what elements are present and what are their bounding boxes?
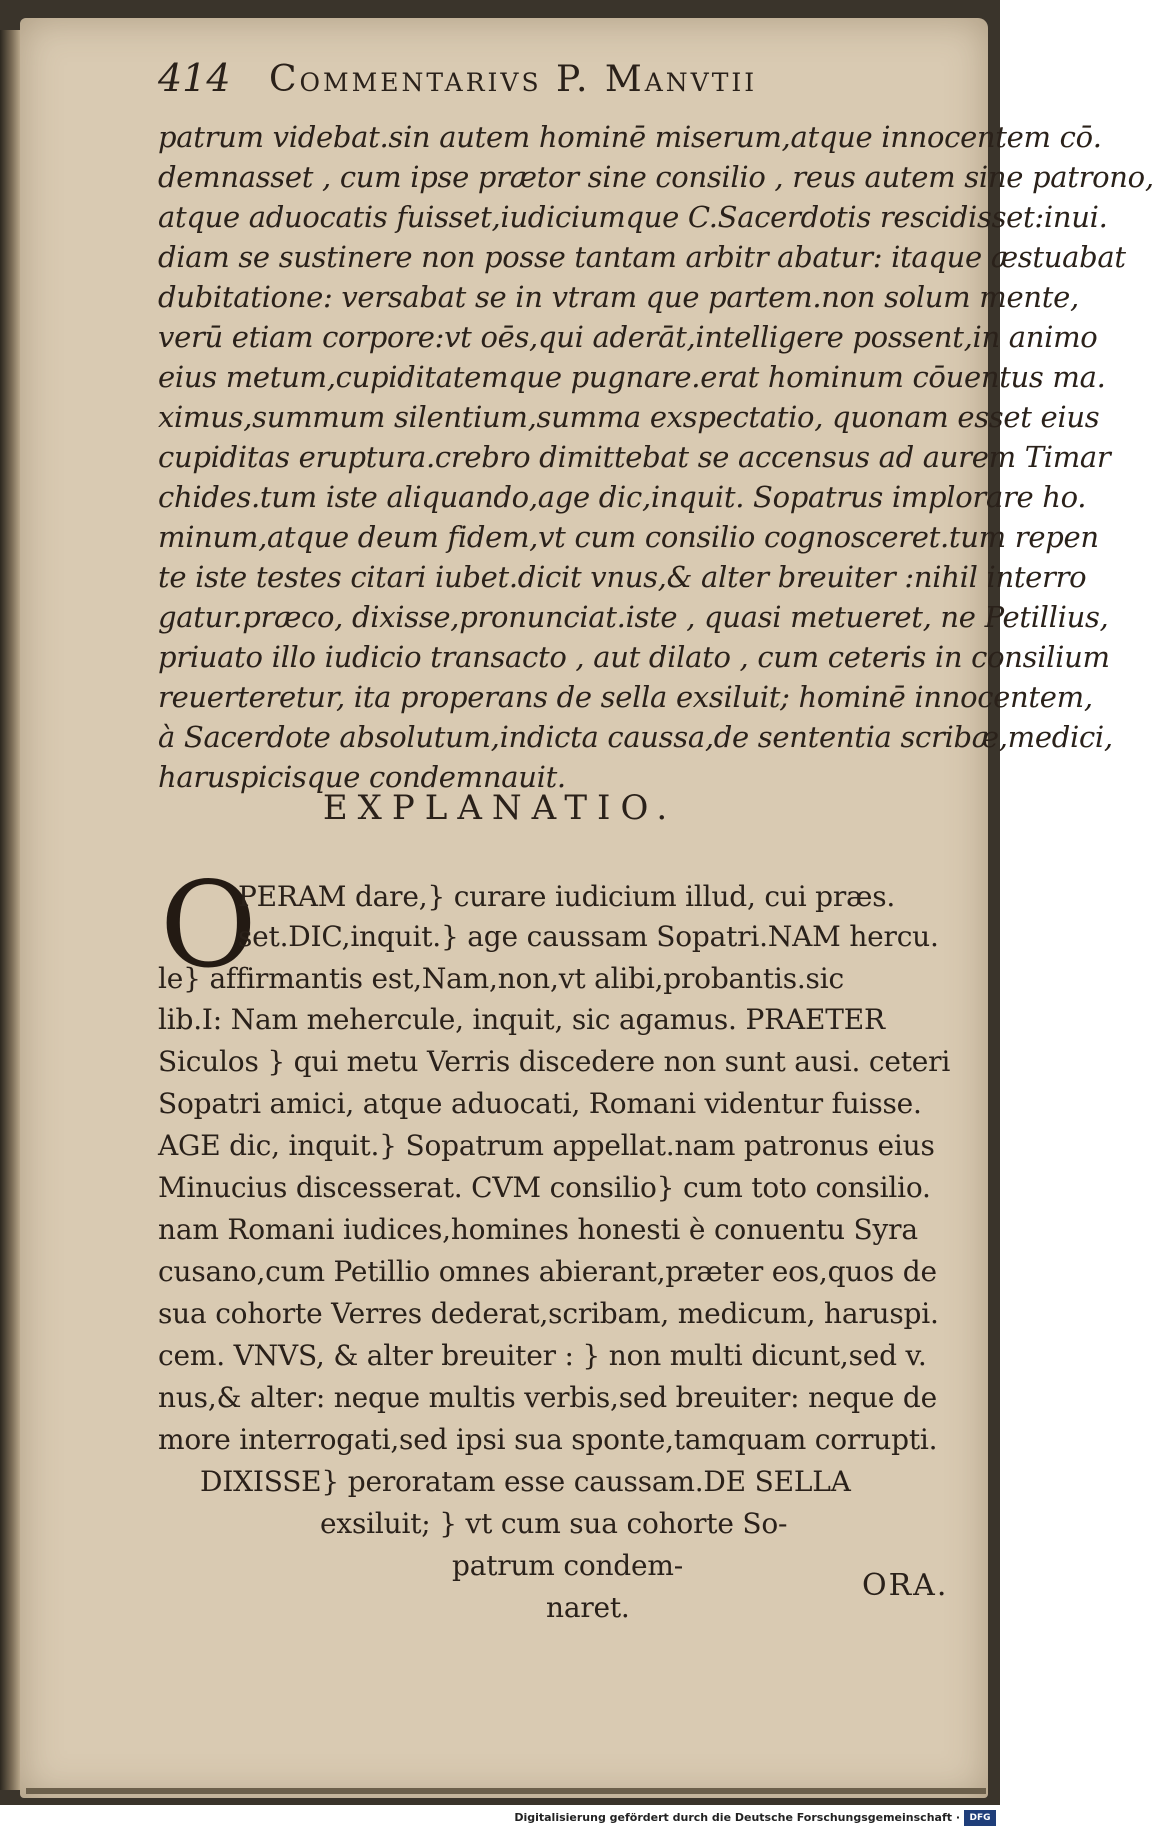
text-line: priuato illo iudicio transacto , aut dilato , cum ceteris in consilium: [158, 640, 1110, 674]
text-line: lib.I: Nam mehercule, inquit, sic agamus. PRAETER: [158, 1003, 885, 1036]
text-line: le} affirmantis est,Nam,non,vt alibi,probantis.sic: [158, 962, 844, 995]
text-line: te iste testes citari iubet.dicit vnus,& alter breuiter :nihil interro: [158, 560, 1087, 594]
text-line: haruspicisque condemnauit.: [158, 760, 566, 794]
text-line: à Sacerdote absolutum,indicta caussa,de sententia scribæ,medici,: [158, 720, 1113, 754]
catchword: ORA.: [862, 1568, 949, 1603]
text-line: cusano,cum Petillio omnes abierant,præter eos,quos de: [158, 1255, 937, 1288]
text-line: minum,atque deum fidem,vt cum consilio cognosceret.tum repen: [158, 520, 1099, 554]
text-line: verū etiam corpore:vt oēs,qui aderāt,intelligere possent,in animo: [158, 320, 1098, 354]
text-line: patrum videbat.sin autem hominē miserum,atque innocentem cō.: [158, 120, 1102, 154]
dfg-logo-icon: DFG: [964, 1810, 996, 1826]
text-line: AGE dic, inquit.} Sopatrum appellat.nam patronus eius: [158, 1129, 935, 1162]
text-line: Sopatri amici, atque aduocati, Romani videntur fuisse.: [158, 1087, 922, 1120]
text-line: chides.tum iste aliquando,age dic,inquit. Sopatrus implorare ho.: [158, 480, 1087, 514]
page-number: 414: [158, 56, 231, 100]
text-line: nam Romani iudices,homines honesti è conuentu Syra: [158, 1213, 918, 1246]
text-line: cem. VNVS, & alter breuiter : } non multi dicunt,sed v.: [158, 1339, 927, 1372]
text-line: naret.: [546, 1591, 630, 1624]
section-title: EXPLANATIO.: [322, 788, 678, 828]
text-line: gatur.præco, dixisse,pronunciat.iste , quasi metueret, ne Petillius,: [158, 600, 1109, 634]
text-line: set.DIC,inquit.} age caussam Sopatri.NAM hercu.: [238, 920, 939, 953]
drop-cap: O: [160, 856, 257, 994]
text-line: exsiluit; } vt cum sua cohorte So-: [320, 1507, 788, 1540]
text-line: reuerteretur, ita properans de sella exsiluit; hominē innocentem,: [158, 680, 1093, 714]
text-line: atque aduocatis fuisset,iudiciumque C.Sacerdotis rescidisset:inui.: [158, 200, 1108, 234]
text-line: cupiditas eruptura.crebro dimittebat se accensus ad aurem Timar: [158, 440, 1111, 474]
page-bottom-edge: [26, 1788, 986, 1794]
running-title: Commentarivs P. Manvtii: [268, 59, 758, 100]
page-gutter-edge: [0, 30, 20, 1790]
digitization-footer: [0, 1805, 1000, 1833]
running-header: [158, 56, 757, 100]
text-line: DIXISSE} peroratam esse caussam.DE SELLA: [200, 1465, 851, 1498]
text-line: sua cohorte Verres dederat,scribam, medicum, haruspi.: [158, 1297, 939, 1330]
text-line: ximus,summum silentium,summa exspectatio, quonam esset eius: [158, 400, 1100, 434]
text-line: more interrogati,sed ipsi sua sponte,tamquam corrupti.: [158, 1423, 938, 1456]
text-line: dubitatione: versabat se in vtram que partem.non solum mente,: [158, 280, 1079, 314]
text-line: nus,& alter: neque multis verbis,sed breuiter: neque de: [158, 1381, 938, 1414]
text-line: Siculos } qui metu Verris discedere non sunt ausi. ceteri: [158, 1045, 951, 1078]
text-line: eius metum,cupiditatemque pugnare.erat hominum cōuentus ma.: [158, 360, 1106, 394]
text-line: diam se sustinere non posse tantam arbitr abatur: itaque æstuabat: [158, 240, 1126, 274]
footer-credit: Digitalisierung gefördert durch die Deutsche Forschungsgemeinschaft ·: [514, 1811, 960, 1824]
text-line: patrum condem-: [452, 1549, 684, 1582]
text-line: Minucius discesserat. CVM consilio} cum toto consilio.: [158, 1171, 931, 1204]
text-line: demnasset , cum ipse prætor sine consilio , reus autem sine patrono,: [158, 160, 1154, 194]
text-line: PERAM dare,} curare iudicium illud, cui præs.: [238, 880, 896, 913]
